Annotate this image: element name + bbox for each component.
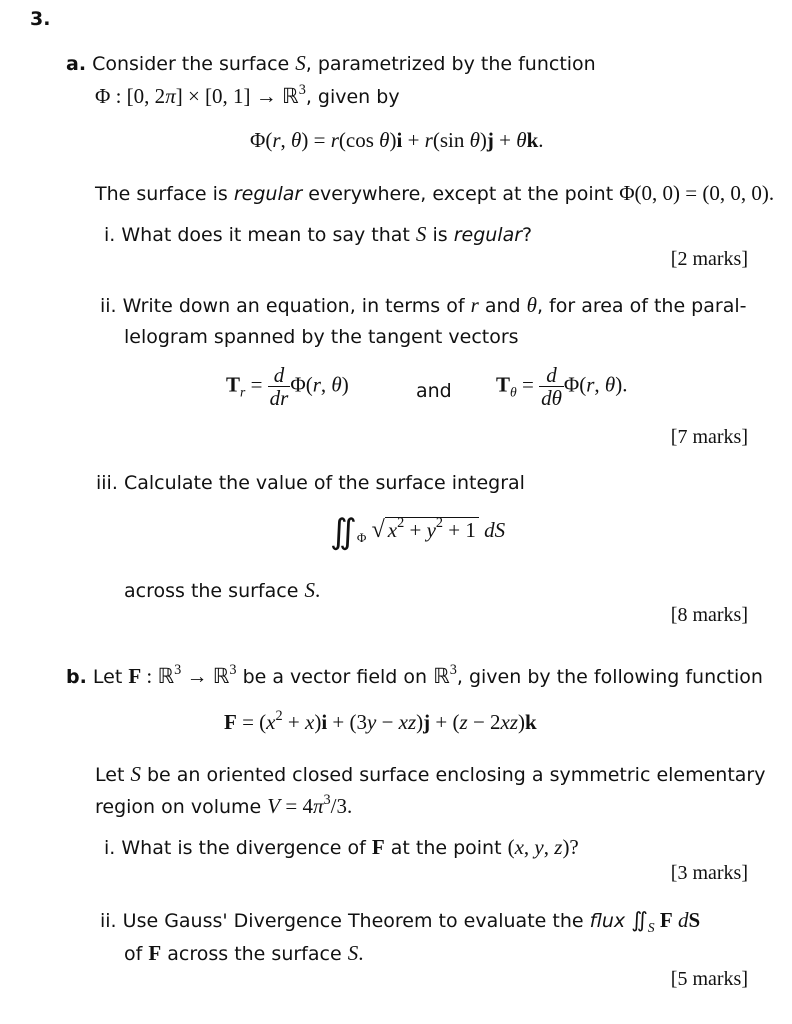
flux-word: flux: [589, 910, 626, 932]
part-a-ii-marks: [7 marks]: [670, 426, 748, 448]
tangent-vector-tr: $T_r$ = $\frac{d}{dr}$ Φ(r, θ): [226, 363, 349, 410]
regular-word: regular: [233, 183, 303, 205]
part-b-ii-marks: [5 marks]: [670, 968, 748, 990]
part-a-iii-marks: [8 marks]: [670, 604, 748, 626]
part-a-label: a.: [66, 53, 87, 75]
part-a-intro-b: , parametrized by the function: [305, 53, 596, 75]
part-b-label: b.: [66, 666, 87, 688]
part-b-ii-line-2: of F across the surface S.: [124, 941, 364, 965]
tangent-vector-ttheta: $T_\theta$ = $\frac{d}{d\theta}$ Φ(r, θ).: [496, 363, 628, 410]
part-a-domain-line: [95, 81, 400, 109]
part-b-ii-line-1: ii. Use Gauss' Divergence Theorem to evaluate the flux $∬_S$ F dS: [100, 908, 701, 936]
part-a-ii-line-1: ii. Write down an equation, in terms of r and θ, for area of the paral-: [100, 293, 747, 317]
vector-field-equation: $F = (x^2 + x)i + (3y - xz)j + (z - 2xz)k$: [224, 707, 537, 734]
part-a-intro: Consider the surface: [92, 53, 290, 75]
part-b-line-1: b. Let F : ℝ$^3$ → ℝ$^3$ be a vector field on ℝ$^3$, given by the following function: [66, 661, 763, 688]
part-a-iii-number: iii.: [96, 472, 118, 494]
part-a-ii-line-2: lelogram spanned by the tangent vectors: [124, 326, 519, 348]
part-a-i-number: i.: [104, 224, 116, 246]
part-a-i-question: i. What does it mean to say that S is regular?: [104, 222, 533, 246]
part-b-i-marks: [3 marks]: [670, 862, 748, 884]
part-a-iii-line-1: iii. Calculate the value of the surface integral: [96, 472, 525, 494]
tangent-and-label: and: [416, 380, 452, 402]
regular-statement: The surface is regular everywhere, except at the point Φ(0, 0) = (0, 0, 0).: [95, 181, 775, 205]
part-a-line-1: a. Consider the surface S, parametrized by the function: [66, 51, 596, 75]
part-a-iii-after: across the surface S.: [124, 578, 321, 602]
part-a-i-marks: [2 marks]: [670, 248, 748, 270]
part-b-i-number: i.: [104, 837, 116, 859]
phi-mapping: Φ : [0, 2π] × [0, 1] → ℝ$^3$: [95, 81, 306, 108]
part-b-ii-number: ii.: [100, 910, 117, 932]
question-number: 3.: [30, 8, 51, 30]
part-b-para-line-2: region on volume $V = 4\pi^3/3$.: [95, 791, 353, 818]
part-a-ii-number: ii.: [100, 295, 117, 317]
part-b-para-line-1: Let S be an oriented closed surface enclosing a symmetric elementary: [95, 762, 766, 786]
surface-integral: $∬_\Phi$ √ $x^2 + y^2 + 1$ dS: [330, 514, 506, 551]
phi-definition-equation: Φ(r, θ) = r(cos θ)i + r(sin θ)j + θk.: [250, 128, 544, 152]
domain-text: , given by: [305, 86, 400, 108]
part-b-i-question: i. What is the divergence of F at the point (x, y, z)?: [104, 835, 579, 859]
